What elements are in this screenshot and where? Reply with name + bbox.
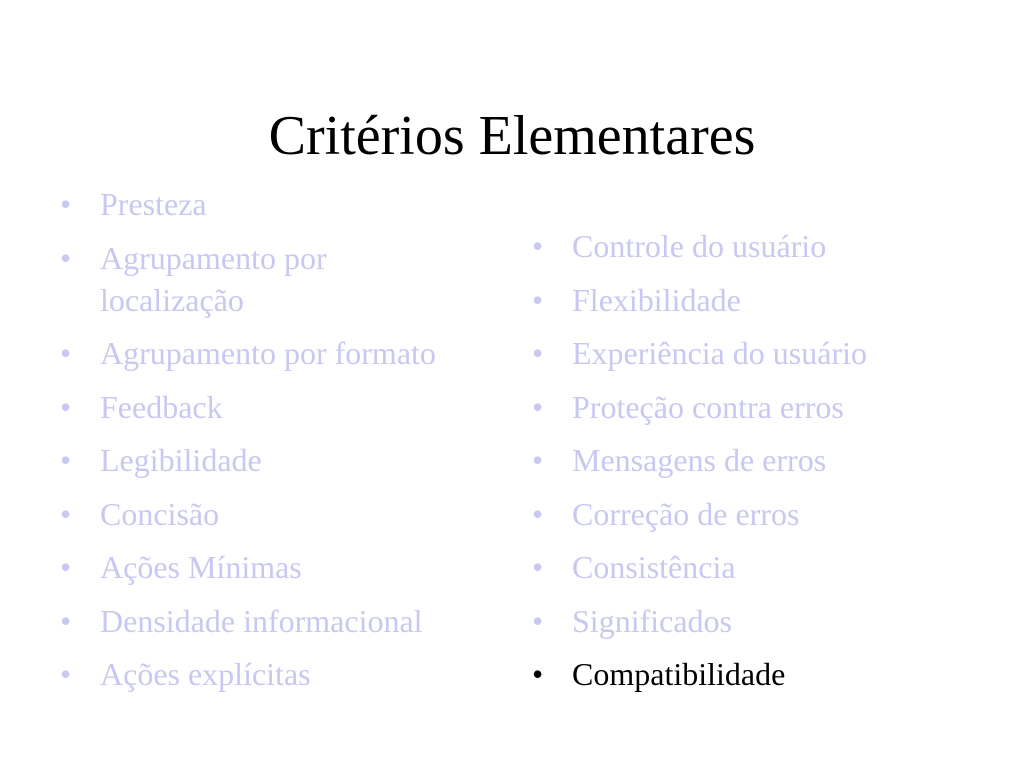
list-item [60,653,510,695]
list-item [60,183,510,225]
bullet-icon: • [60,602,72,639]
list-item [532,493,1002,535]
list-item [60,439,510,481]
bullet-icon: • [60,388,72,425]
list-item [60,332,510,374]
list-item [60,600,510,642]
list-item [532,332,1002,374]
list-item-label: Feedback [100,388,223,425]
bullet-icon: • [60,442,72,478]
list-item-label: Correção de erros [572,495,800,532]
list-item [60,386,510,428]
slide-title: Critérios Elementares [268,105,756,167]
list-item-label: Ações Mínimas [100,549,302,585]
list-item-label: Ações explícitas [100,656,311,692]
list-item-label: Agrupamento por formato [100,335,436,371]
list-item [60,493,510,535]
list-item-label: Presteza [100,186,207,222]
list-item [532,279,1002,321]
right-bullet-list [532,225,1002,707]
list-item-label: Flexibilidade [572,281,741,318]
bullet-icon: • [532,495,544,532]
list-item-label: Concisão [100,495,220,532]
bullet-icon: • [532,442,544,478]
bullet-icon: • [532,388,544,425]
list-item-label: Compatibilidade [572,656,786,692]
bullet-icon: • [60,495,72,532]
list-item [60,546,510,588]
list-item [532,225,1002,267]
bullet-icon: • [60,656,72,692]
list-item-label: Mensagens de erros [572,442,827,478]
list-item [532,386,1002,428]
bullet-icon: • [532,335,544,371]
bullet-icon: • [532,228,544,264]
list-item-label: Consistência [572,549,736,585]
left-bullet-list [60,183,510,707]
list-item [532,439,1002,481]
list-item-label: Densidade informacional [100,602,423,639]
bullet-icon: • [532,281,544,318]
list-item-label: Experiência do usuário [572,335,867,371]
bullet-icon: • [532,549,544,585]
list-item-label: Significados [572,602,732,639]
list-item-label: Legibilidade [100,442,262,478]
list-item [60,237,400,321]
list-item [532,600,1002,642]
list-item [532,546,1002,588]
bullet-icon: • [60,186,72,222]
list-item-label: Agrupamento por localização [100,239,327,318]
bullet-icon: • [532,656,544,692]
list-item-label: Controle do usuário [572,228,827,264]
bullet-icon: • [60,549,72,585]
bullet-icon: • [532,602,544,639]
bullet-icon: • [60,335,72,371]
list-item-current [532,653,1002,695]
bullet-icon: • [60,239,72,276]
list-item-label: Proteção contra erros [572,388,844,425]
